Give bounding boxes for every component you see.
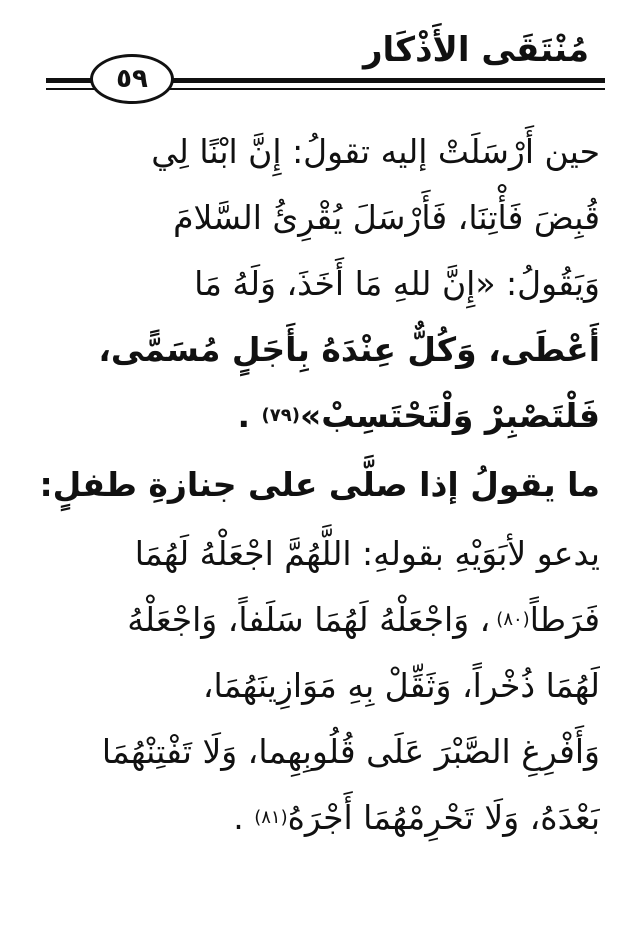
page-header — [0, 0, 637, 120]
text-line — [40, 382, 600, 448]
text-line — [40, 250, 600, 316]
text-line-content: فَلْتَصْبِرْ وَلْتَحْتَسِبْ» — [299, 395, 600, 435]
page-body — [40, 118, 600, 850]
footnote-marker: (٨٠) — [496, 608, 530, 630]
text-line: حين أَرْسَلَتْ إليه تقولُ: إِنَّ ابْنًا لِي — [151, 131, 600, 171]
text-line — [40, 784, 600, 850]
text-line: أَعْطَى، وَكُلٌّ عِنْدَهُ بِأَجَلٍ مُسَمًّى، — [98, 329, 600, 369]
section-heading: ما يقولُ إذا صلَّى على جنازةِ طفلٍ: — [39, 464, 600, 504]
text-line: وَأَفْرِغِ الصَّبْرَ عَلَى قُلُوبِهِما، وَلَا تَفْتِنْهُمَا — [101, 731, 600, 771]
footnote-marker: (٨١) — [254, 806, 288, 828]
text-line-content: فَرَطاً — [529, 599, 600, 639]
text-line: لَهُمَا ذُخْراً، وَثَقِّلْ بِهِ مَوَازِينَهُمَا، — [202, 665, 600, 705]
page-number-badge — [90, 54, 174, 104]
text-line-content: بَعْدَهُ، وَلَا تَحْرِمْهُمَا أَجْرَهُ — [287, 797, 600, 837]
page-number: ٥٩ — [116, 64, 148, 94]
text-line-content: ، وَاجْعَلْهُ لَهُمَا سَلَفاً، وَاجْعَلْهُ — [127, 599, 491, 639]
text-line: يدعو لأبَوَيْهِ بقولهِ: اللَّهُمَّ اجْعَلْهُ لَهُمَا — [134, 533, 600, 573]
text-line-content: وَيَقُولُ: «إِنَّ للهِ مَا أَخَذَ، وَلَهُ مَا — [194, 263, 600, 303]
period: . — [233, 797, 244, 837]
text-line — [40, 586, 600, 652]
footnote-marker: (٧٩) — [261, 404, 300, 426]
book-title: مُنْتَقَى الأَذْكَار — [362, 30, 589, 70]
period: . — [237, 395, 251, 435]
text-line: قُبِضَ فَأْتِنَا، فَأَرْسَلَ يُقْرِئُ السَّلامَ — [173, 197, 600, 237]
